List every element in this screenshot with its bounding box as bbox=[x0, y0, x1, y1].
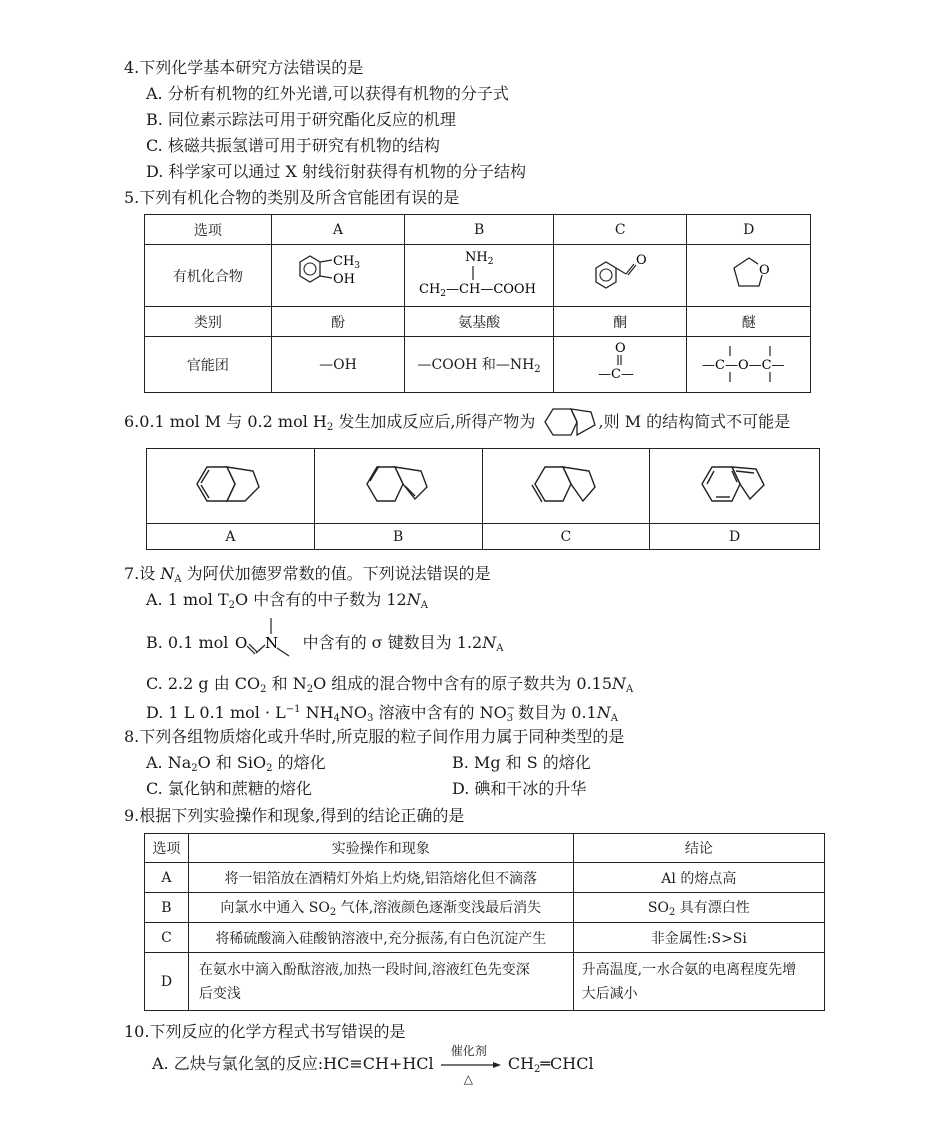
q6-structure-c bbox=[482, 449, 650, 524]
svg-text:O: O bbox=[636, 252, 647, 268]
q4-option-b: B. 同位素示踪法可用于研究酯化反应的机理 bbox=[146, 110, 456, 129]
q9-row-a-conclusion: Al 的熔点高 bbox=[573, 863, 824, 893]
q9-header-option: 选项 bbox=[145, 834, 189, 863]
svg-text:N: N bbox=[265, 633, 279, 652]
q5-fg-a: —OH bbox=[271, 337, 405, 393]
q8-option-a: A. $Na_2O$ 和 SiO$_2$ 的熔化 bbox=[146, 753, 326, 774]
svg-text:NH2: $NH_2$ bbox=[465, 249, 494, 267]
q5-row-label-fg: 官能团 bbox=[145, 337, 272, 393]
carbonyl-group bbox=[580, 338, 660, 388]
q6-structure-a bbox=[147, 449, 315, 524]
q5-category-b: 氨基酸 bbox=[405, 307, 554, 337]
q9-table bbox=[144, 833, 825, 1011]
svg-text:O: O bbox=[615, 340, 626, 356]
reaction-arrow: 催化剂 △ bbox=[439, 1055, 503, 1075]
q5-header-b: B bbox=[405, 215, 554, 245]
q9-row-a-operation: 将一铝箔放在酒精灯外焰上灼烧,铝箔熔化但不滴落 bbox=[188, 863, 573, 893]
svg-text:O: O bbox=[235, 633, 248, 652]
q5-category-c: 酮 bbox=[553, 307, 687, 337]
q4-option-d: D. 科学家可以通过 X 射线衍射获得有机物的分子结构 bbox=[146, 162, 526, 181]
q6-label-d: D bbox=[650, 524, 820, 550]
q9-row-d-option: D bbox=[145, 953, 189, 1011]
indene-a-structure bbox=[175, 449, 285, 519]
svg-text:O: O bbox=[758, 262, 770, 278]
q7-option-a: A. 1 mol $T_2O$ 中含有的中子数为 $12N_A$ bbox=[146, 590, 428, 611]
q6-label-a: A bbox=[147, 524, 315, 550]
dmf-structure bbox=[233, 606, 297, 662]
q9-row-d-conclusion: 升高温度,一水合氨的电离程度先增 大后减小 bbox=[573, 953, 824, 1011]
svg-text:CH3: $CH_3$ bbox=[332, 253, 360, 271]
q9-stem: 9.根据下列实验操作和现象,得到的结论正确的是 bbox=[124, 806, 465, 825]
svg-text:—C—: —C— bbox=[598, 366, 635, 382]
indene-b-structure bbox=[343, 449, 453, 519]
q4-option-a: A. 分析有机物的红外光谱,可以获得有机物的分子式 bbox=[146, 84, 509, 103]
q10-stem: 10.下列反应的化学方程式书写错误的是 bbox=[124, 1022, 406, 1041]
q5-fg-c bbox=[553, 337, 687, 393]
q5-row-label-compound: 有机化合物 bbox=[145, 245, 272, 307]
q10-option-a: A. 乙炔与氯化氢的反应:HC≡CH+HCl 催化剂 △ $CH_2═CHCl$ bbox=[152, 1043, 594, 1086]
q9-row-c-option: C bbox=[145, 923, 189, 953]
indene-d-structure bbox=[680, 449, 790, 519]
q9-row-a-option: A bbox=[145, 863, 189, 893]
ether-group bbox=[694, 338, 804, 388]
q9-header-conclusion: 结论 bbox=[573, 834, 824, 863]
q5-fg-b: —COOH 和$—NH_2$ bbox=[405, 337, 554, 393]
q4-option-c: C. 核磁共振氢谱可用于研究有机物的结构 bbox=[146, 136, 440, 155]
hydrindane-product-structure bbox=[541, 405, 599, 439]
q5-structure-d bbox=[687, 245, 811, 307]
q5-table bbox=[144, 214, 811, 393]
q9-header-operation: 实验操作和现象 bbox=[188, 834, 573, 863]
q7-option-c: C. 2.2 g 由 $CO_2$ 和 $N_2O$ 组成的混合物中含有的原子数共为 $0.15N_A$ bbox=[146, 674, 634, 695]
q7-stem: 7.设 $N_A$ 为阿伏加德罗常数的值。下列说法错误的是 bbox=[124, 564, 491, 585]
svg-text:—C—O—C—: —C—O—C— bbox=[701, 357, 785, 373]
q4-stem: 4.下列化学基本研究方法错误的是 bbox=[124, 58, 364, 77]
q5-structure-a bbox=[271, 245, 405, 307]
q5-stem: 5.下列有机化合物的类别及所含官能团有误的是 bbox=[124, 188, 460, 207]
q9-row-b-conclusion: $SO_2$ 具有漂白性 bbox=[573, 893, 824, 923]
q5-fg-d bbox=[687, 337, 811, 393]
q7-option-d: D. 1 L 0.1 mol · $L^{-1}$ $NH_4NO_3$ 溶液中含有的 NO − $_3$ 数目为 $0.1N_A$ bbox=[146, 703, 618, 724]
indene-c-structure bbox=[511, 449, 621, 519]
q6-structure-b bbox=[314, 449, 482, 524]
benzaldehyde-structure bbox=[560, 246, 680, 302]
q9-row-d-operation: 在氨水中滴入酚酞溶液,加热一段时间,溶液红色先变深 后变浅 bbox=[188, 953, 573, 1011]
q6-structure-d bbox=[650, 449, 820, 524]
q5-header-a: A bbox=[271, 215, 405, 245]
q8-option-b: B. Mg 和 S 的熔化 bbox=[452, 753, 591, 772]
q5-row-label-option: 选项 bbox=[145, 215, 272, 245]
svg-text:OH: OH bbox=[332, 271, 355, 287]
q9-row-b-option: B bbox=[145, 893, 189, 923]
q5-structure-b bbox=[405, 245, 554, 307]
q8-option-c: C. 氯化钠和蔗糖的熔化 bbox=[146, 779, 312, 798]
amino-acid-structure bbox=[409, 246, 549, 302]
q6-stem: 6.0.1 mol M 与 0.2 mol $H_2$ 发生加成反应后,所得产物为 ,则 M 的结构简式不可能是 bbox=[124, 412, 790, 438]
q5-category-d: 醚 bbox=[687, 307, 811, 337]
q8-stem: 8.下列各组物质熔化或升华时,所克服的粒子间作用力属于同种类型的是 bbox=[124, 727, 625, 746]
q5-category-a: 酚 bbox=[271, 307, 405, 337]
q6-label-b: B bbox=[314, 524, 482, 550]
q5-header-c: C bbox=[553, 215, 687, 245]
q9-row-c-operation: 将稀硫酸滴入硅酸钠溶液中,充分振荡,有白色沉淀产生 bbox=[188, 923, 573, 953]
q5-header-d: D bbox=[687, 215, 811, 245]
phenol-methyl-structure bbox=[278, 246, 398, 302]
q6-options-table bbox=[146, 448, 820, 550]
svg-text:CH2—CH—COOH: $CH_2—CH—COOH$ bbox=[419, 281, 536, 299]
q9-row-b-operation: 向氯水中通入 $SO_2$ 气体,溶液颜色逐渐变浅最后消失 bbox=[188, 893, 573, 923]
q9-row-c-conclusion: 非金属性:S>Si bbox=[573, 923, 824, 953]
q6-label-c: C bbox=[482, 524, 650, 550]
q7-option-b: B. 0.1 mol O N 中含有的 σ 键数目为 $1.2N_A$ bbox=[146, 633, 503, 659]
q5-structure-c bbox=[553, 245, 687, 307]
tetrahydrofuran-structure bbox=[694, 246, 804, 302]
q5-row-label-category: 类别 bbox=[145, 307, 272, 337]
q8-option-d: D. 碘和干冰的升华 bbox=[452, 779, 587, 798]
